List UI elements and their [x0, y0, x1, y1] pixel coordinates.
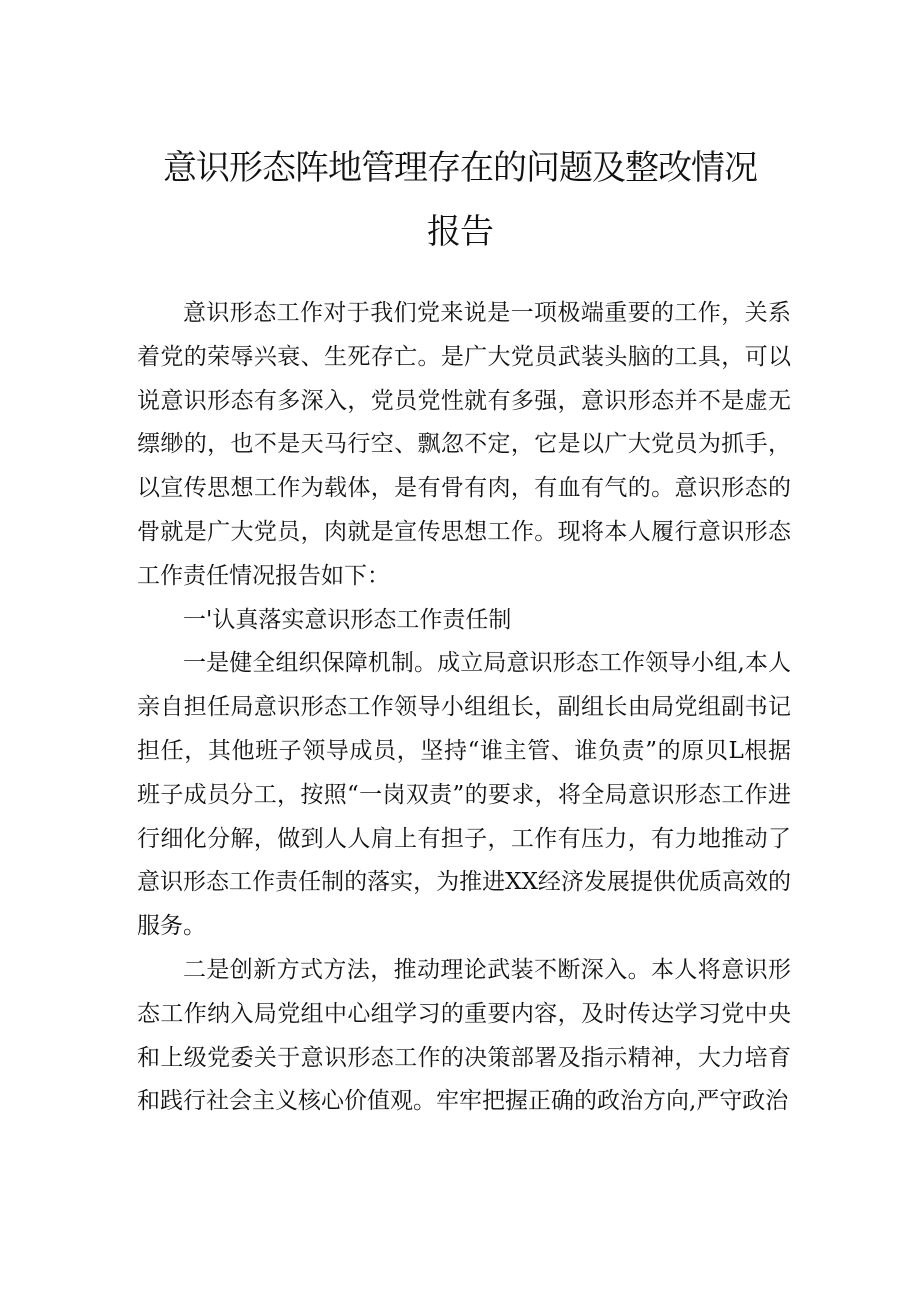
document-title-line-1: 意识形态阵地管理存在的问题及整改情况: [163, 148, 757, 188]
paragraph-organization: 一是健全组织保障机制。成立局意识形态工作领导小组,本人亲自担任局意识形态工作领导小组组长，副组长由局党组副书记担任，其他班子领导成员，坚持“谁主管、谁负责”的原贝L根据班子成员分工，按照“一岗双责”的要求，将全局意识形态工作进行细化分解，做到人人肩上有担子，工作有压力，有力地推动了意识形态工作责任制的落实，为推进XX经济发展提供优质高效的服务。: [137, 650, 791, 940]
paragraph-methods: 二是创新方式方法，推动理论武装不断深入。本人将意识形态工作纳入局党组中心组学习的重要内容，及时传达学习党中央和上级党委关于意识形态工作的决策部署及指示精神，大力培育和践行社会主义核心价值观。牢牢把握正确的政治方向,严守政治: [137, 956, 791, 1115]
paragraph-intro: 意识形态工作对于我们党来说是一项极端重要的工作，关系着党的荣辱兴衰、生死存亡。是广大党员武装头脑的工具，可以说意识形态有多深入，党员党性就有多强，意识形态并不是虚无缥缈的，也不是天马行空、飘忽不定，它是以广大党员为抓手，以宣传思想工作为载体，是有骨有肉，有血有气的。意识形态的骨就是广大党员，肉就是宣传思想工作。现将本人履行意识形态工作责任情况报告如下：: [137, 300, 791, 589]
section-heading-1: 一'认真落实意识形态工作责任制: [183, 606, 512, 633]
document-body: [137, 292, 791, 1124]
document-title-line-2: 报告: [427, 212, 493, 252]
